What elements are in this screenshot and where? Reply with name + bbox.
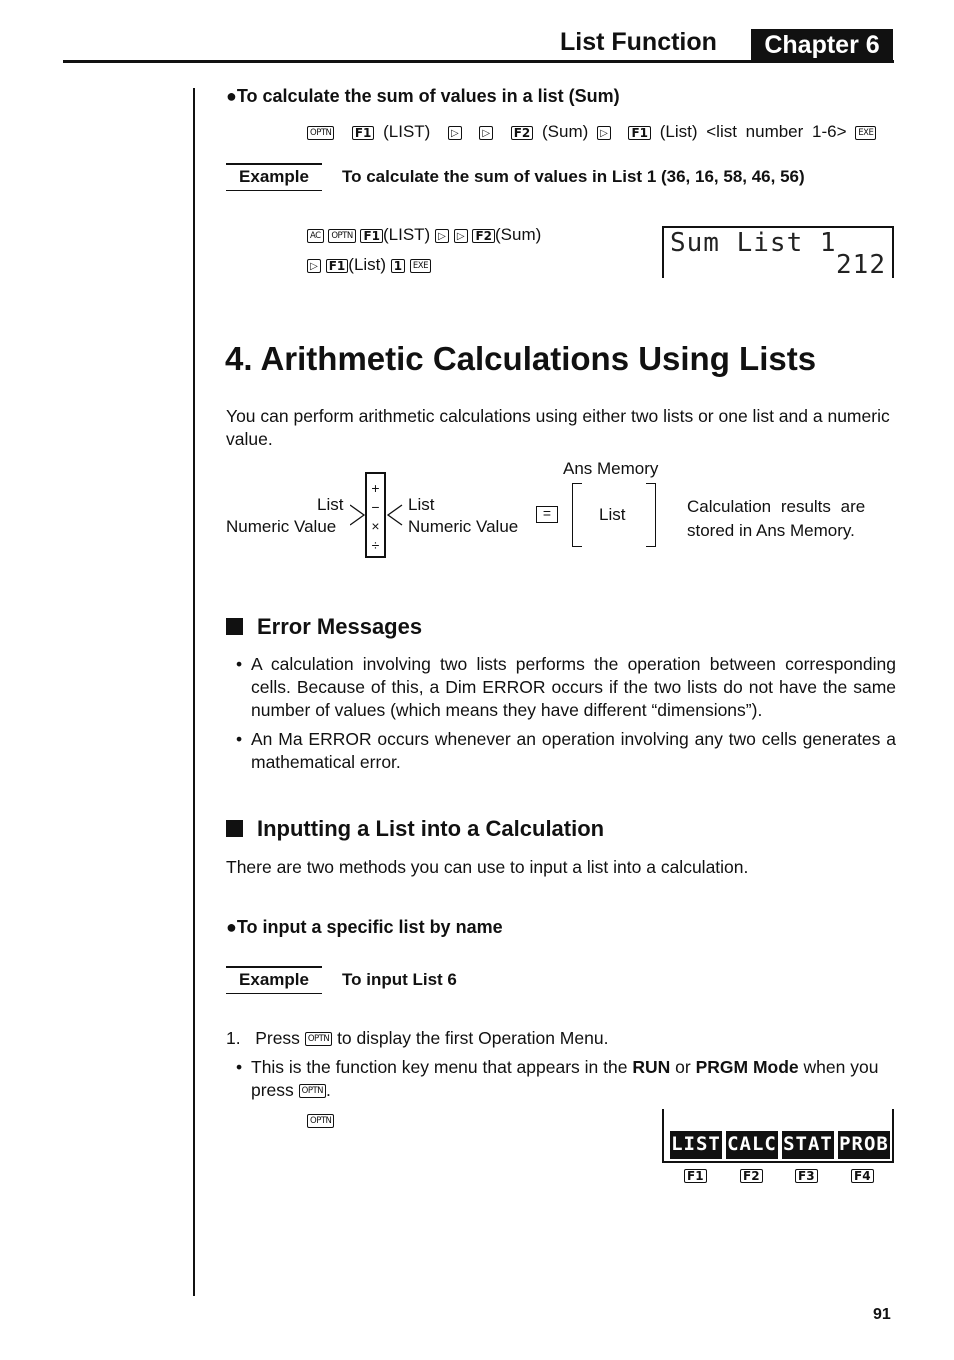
optn-key: OPTN: [305, 1032, 332, 1046]
sum-key-sequence: OPTN F1 (LIST) ▷ ▷ F2 (Sum) ▷ F1 (List) <list number 1-6> EXE: [307, 122, 876, 142]
function-menu-bar: [670, 1131, 890, 1159]
f2-key: F2: [472, 229, 495, 243]
ans-memory-content: List: [599, 505, 626, 524]
f1-key: F1: [326, 259, 349, 273]
step-1: 1. Press OPTN to display the first Operation Menu.: [226, 1028, 609, 1048]
sum-heading: ●To calculate the sum of values in a list (Sum): [226, 86, 620, 106]
f1-key: F1: [628, 126, 651, 140]
f1-key: F1: [360, 229, 383, 243]
right-operand-value: Numeric Value: [408, 517, 519, 536]
ans-note-line1: Calculation results are: [687, 497, 866, 516]
calculator-screen: [662, 226, 894, 278]
operator-box: [365, 472, 386, 558]
section-title: 4. Arithmetic Calculations Using Lists: [225, 340, 817, 377]
function-menu-screen: [662, 1109, 894, 1163]
ans-bracket-left: [572, 483, 582, 547]
example-label: Example: [226, 163, 322, 191]
ac-key: AC: [307, 229, 324, 243]
error-messages-heading: Error Messages: [226, 614, 422, 640]
right-bracket-icon: [386, 503, 404, 527]
bullet-icon: •: [236, 729, 243, 749]
plus-icon: +: [371, 480, 380, 496]
right-operand-list: List: [408, 495, 435, 514]
arithmetic-diagram: [226, 455, 906, 565]
one-key: 1: [391, 259, 405, 273]
right-arrow-key-icon: ▷: [448, 126, 462, 140]
times-icon: ×: [371, 518, 380, 534]
menu-calc: CALC: [726, 1131, 778, 1159]
example-keys-line2: ▷ F1 (List) 1 EXE: [307, 255, 431, 275]
exe-key: EXE: [410, 259, 431, 273]
f2-key: F2: [511, 126, 534, 140]
screen-line-2: 212: [836, 250, 886, 280]
example-text: To input List 6: [342, 970, 457, 989]
bullet-dot-icon: ●: [226, 86, 237, 106]
right-arrow-key-icon: ▷: [479, 126, 493, 140]
square-bullet-icon: [226, 618, 243, 635]
inputting-heading: Inputting a List into a Calculation: [226, 816, 604, 842]
equals-key: =: [536, 506, 558, 523]
divide-icon: ÷: [371, 537, 380, 553]
bullet-icon: •: [236, 1057, 243, 1077]
left-operand-list: List: [317, 495, 344, 514]
menu-stat: STAT: [782, 1131, 834, 1159]
example-keys-line1: AC OPTN F1 (LIST) ▷ ▷ F2 (Sum): [307, 225, 541, 245]
page-number: 91: [873, 1306, 891, 1323]
step-1-note: • This is the function key menu that appears in the RUN or PRGM Mode when you press OPTN .: [236, 1057, 879, 1100]
right-arrow-key-icon: ▷: [597, 126, 611, 140]
screen-line-1: Sum List 1: [670, 228, 837, 258]
chapter-badge: Chapter 6: [751, 29, 893, 63]
optn-key: OPTN: [307, 126, 334, 140]
right-arrow-key-icon: ▷: [435, 229, 449, 243]
input-by-name-heading: ●To input a specific list by name: [226, 917, 503, 937]
menu-prob: PROB: [838, 1131, 890, 1159]
left-operand-value: Numeric Value: [226, 517, 337, 536]
running-header-title: List Function: [560, 28, 717, 56]
square-bullet-icon: [226, 820, 243, 837]
optn-key: OPTN: [299, 1084, 326, 1098]
right-arrow-key-icon: ▷: [307, 259, 321, 273]
error-bullet-2: • An Ma ERROR occurs whenever an operation involving any two cells generates a mathematical error.: [236, 729, 896, 772]
section-intro: You can perform arithmetic calculations using either two lists or one list and a numeric value.: [226, 406, 890, 449]
f1-key: F1: [684, 1169, 707, 1183]
f3-key: F3: [795, 1169, 818, 1183]
header-rule: [63, 60, 894, 63]
bullet-icon: •: [236, 654, 243, 674]
f4-key: F4: [851, 1169, 874, 1183]
f2-key: F2: [740, 1169, 763, 1183]
inputting-intro: There are two methods you can use to input a list into a calculation.: [226, 857, 749, 877]
f1-key: F1: [352, 126, 375, 140]
optn-key-alone: [307, 1112, 334, 1130]
ans-bracket-right: [646, 483, 656, 547]
ans-memory-label: Ans Memory: [563, 459, 659, 478]
error-bullet-1: • A calculation involving two lists performs the operation between corresponding cells. Because of this, a Dim ERROR occurs if the two lists do not have the same number of values (which means they have different “dimensions”).: [236, 654, 896, 720]
exe-key: EXE: [855, 126, 876, 140]
right-arrow-key-icon: ▷: [454, 229, 468, 243]
menu-list: LIST: [670, 1131, 722, 1159]
margin-rule: [193, 88, 195, 1296]
example-text: To calculate the sum of values in List 1 (36, 16, 58, 46, 56): [342, 167, 805, 186]
optn-key: OPTN: [307, 1114, 334, 1128]
example-label: Example: [226, 966, 322, 994]
ans-note-line2: stored in Ans Memory.: [687, 521, 855, 540]
minus-icon: −: [371, 499, 380, 515]
optn-key: OPTN: [328, 229, 355, 243]
bullet-dot-icon: ●: [226, 917, 237, 937]
